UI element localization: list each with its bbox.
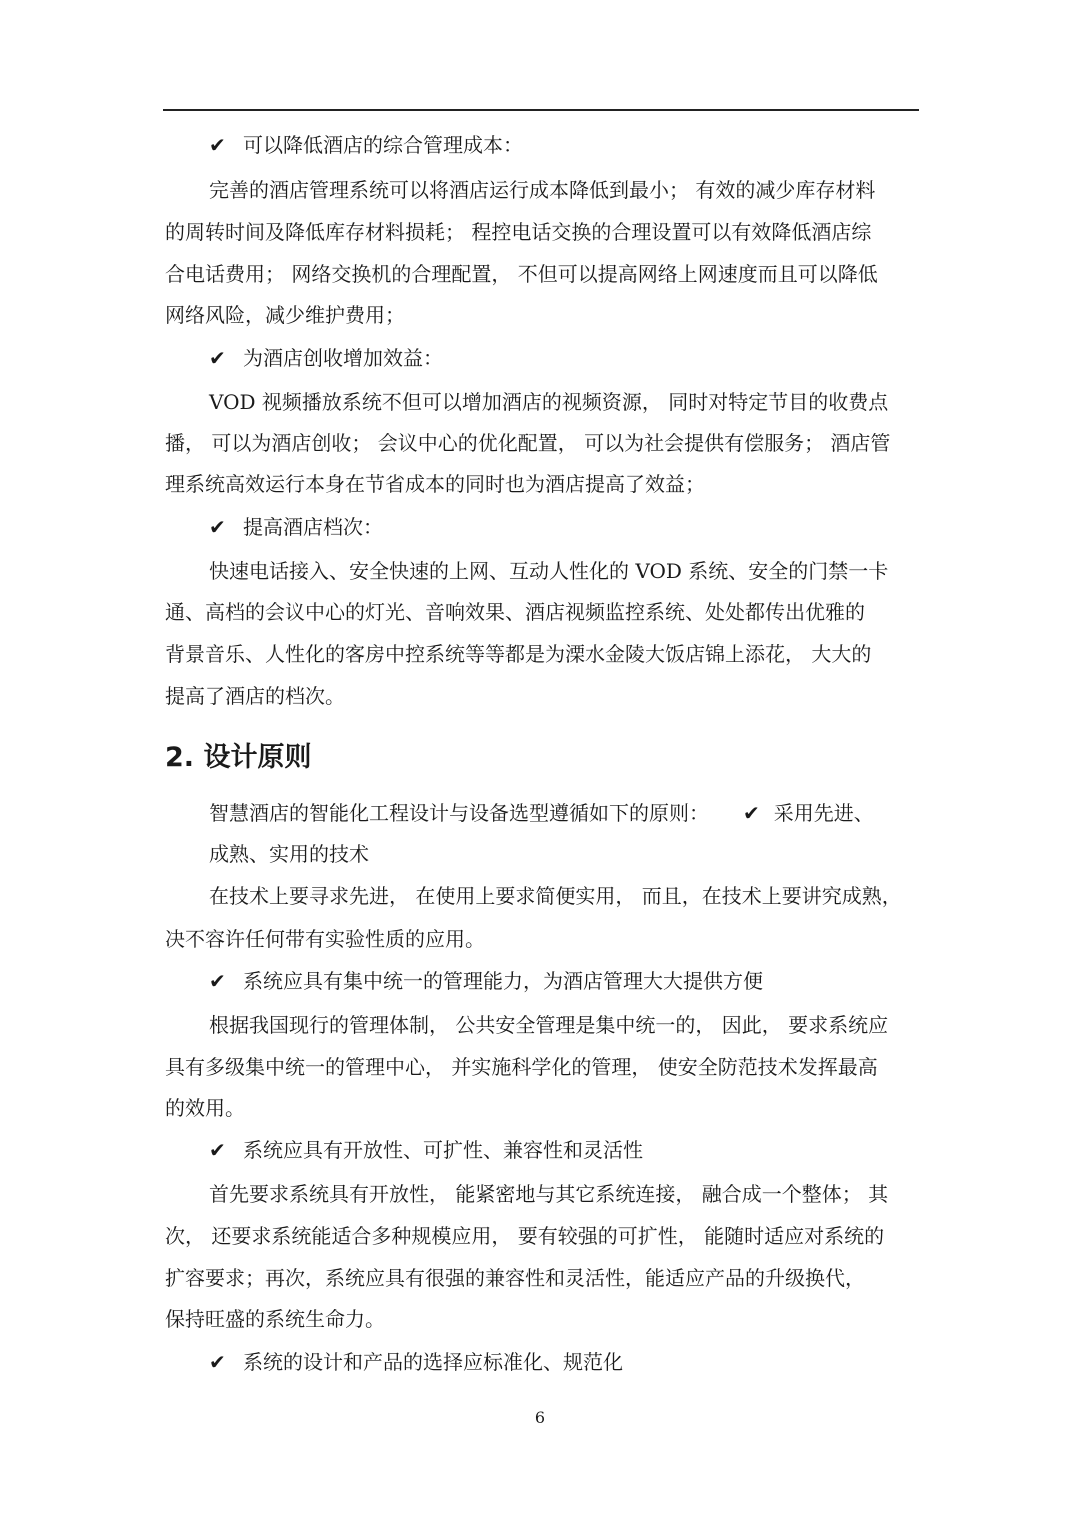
paragraph-line: 完善的酒店管理系统可以将酒店运行成本降低到最小； 有效的减少库存材料 — [209, 178, 876, 202]
check-icon: ✔ — [743, 801, 760, 825]
paragraph-line: 网络风险，减少维护费用； — [165, 303, 405, 327]
check-item-revenue: ✔ 为酒店创收增加效益： — [209, 346, 443, 370]
paragraph-line: 的周转时间及降低库存材料损耗； 程控电话交换的合理设置可以有效降低酒店综 — [165, 220, 872, 244]
section-heading: 2. 设计原则 — [165, 742, 312, 773]
paragraph-line: 在技术上要寻求先进， 在使用上要求简便实用， 而且，在技术上要讲究成熟， — [209, 884, 902, 908]
principles-intro: 智慧酒店的智能化工程设计与设备选型遵循如下的原则： ✔ 采用先进、 — [209, 801, 874, 825]
paragraph-line: 背景音乐、人性化的客房中控系统等等都是为溧水金陵大饭店锦上添花， 大大的 — [165, 642, 872, 666]
check-icon: ✔ — [209, 515, 226, 539]
check-item-openness: ✔ 系统应具有开放性、可扩性、兼容性和灵活性 — [209, 1138, 643, 1162]
paragraph-line: 保持旺盛的系统生命力。 — [165, 1307, 385, 1331]
paragraph-line: 具有多级集中统一的管理中心， 并实施科学化的管理， 使安全防范技术发挥最高 — [165, 1055, 878, 1079]
paragraph-line: 成熟、实用的技术 — [209, 842, 369, 866]
check-item-grade: ✔ 提高酒店档次： — [209, 515, 383, 539]
check-icon: ✔ — [209, 346, 226, 370]
check-item-cost: ✔ 可以降低酒店的综合管理成本： — [209, 133, 523, 157]
paragraph-line: 根据我国现行的管理体制， 公共安全管理是集中统一的， 因此， 要求系统应 — [209, 1013, 889, 1037]
paragraph-line: 扩容要求；再次，系统应具有很强的兼容性和灵活性，能适应产品的升级换代， — [165, 1266, 865, 1290]
page-number: 6 — [534, 1408, 546, 1427]
check-icon: ✔ — [209, 969, 226, 993]
paragraph-line: 快速电话接入、安全快速的上网、互动人性化的 VOD 系统、安全的门禁一卡 — [209, 559, 889, 583]
paragraph-line: 的效用。 — [165, 1096, 245, 1120]
check-icon: ✔ — [209, 1138, 226, 1162]
paragraph-line: 合电话费用； 网络交换机的合理配置， 不但可以提高网络上网速度而且可以降低 — [165, 262, 878, 286]
paragraph-line: 通、高档的会议中心的灯光、音响效果、酒店视频监控系统、处处都传出优雅的 — [165, 600, 865, 624]
paragraph-line: 决不容许任何带有实验性质的应用。 — [165, 927, 485, 951]
check-item-standard: ✔ 系统的设计和产品的选择应标准化、规范化 — [209, 1350, 623, 1374]
paragraph-line: 提高了酒店的档次。 — [165, 684, 345, 708]
paragraph-line: 次， 还要求系统能适合多种规模应用， 要有较强的可扩性， 能随时适应对系统的 — [165, 1224, 885, 1248]
check-icon: ✔ — [209, 1350, 226, 1374]
header-rule — [163, 109, 919, 111]
check-icon: ✔ — [209, 133, 226, 157]
check-item-management: ✔ 系统应具有集中统一的管理能力，为酒店管理大大提供方便 — [209, 969, 763, 993]
paragraph-line: VOD 视频播放系统不但可以增加酒店的视频资源， 同时对特定节目的收费点 — [209, 390, 889, 414]
paragraph-line: 首先要求系统具有开放性， 能紧密地与其它系统连接， 融合成一个整体； 其 — [209, 1182, 889, 1206]
paragraph-line: 理系统高效运行本身在节省成本的同时也为酒店提高了效益； — [165, 472, 705, 496]
paragraph-line: 播， 可以为酒店创收； 会议中心的优化配置， 可以为社会提供有偿服务； 酒店管 — [165, 431, 891, 455]
